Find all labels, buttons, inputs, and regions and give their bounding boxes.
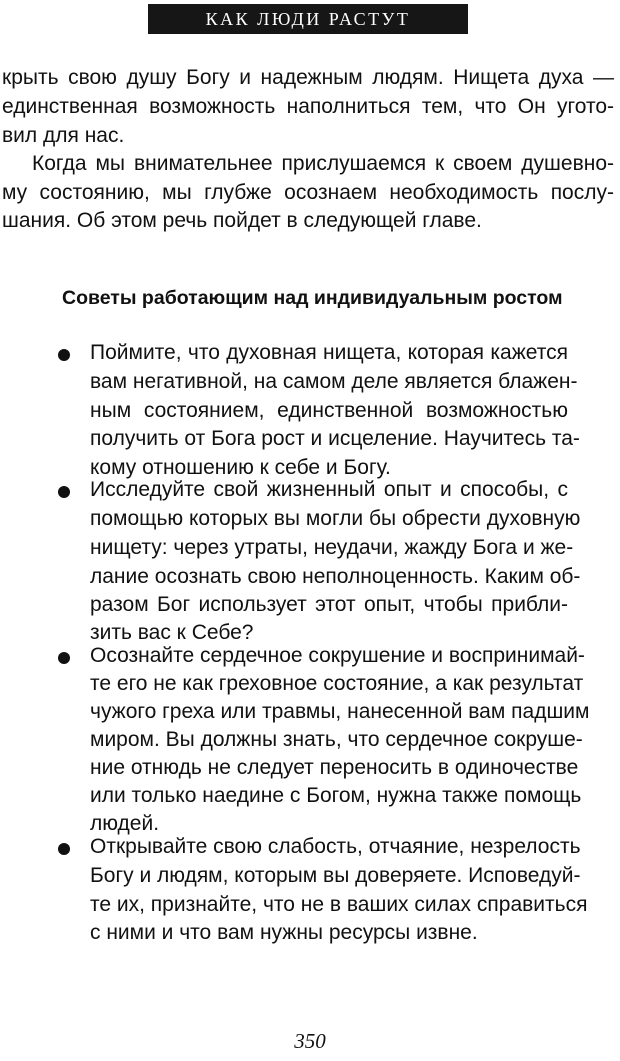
body-text-line: Когда мы внимательнее прислушаемся к своем душевно- bbox=[32, 152, 614, 175]
bullet-text-line: получить от Бога рост и исцеление. Научитесь та- bbox=[90, 427, 580, 450]
bullet-text-line: с ними и что вам нужны ресурсы извне. bbox=[90, 921, 478, 944]
bullet-text-line: лание осознать свою неполноценность. Каким об- bbox=[90, 565, 581, 588]
body-text-line: вил для нас. bbox=[2, 124, 125, 147]
bullet-text-line: зить вас к Себе? bbox=[90, 621, 254, 644]
bullet-text-line: Осознайте сердечное сокрушение и воспринимай- bbox=[90, 644, 585, 667]
bullet-dot-icon bbox=[58, 843, 70, 855]
section-heading: Советы работающим над индивидуальным ростом bbox=[62, 287, 563, 309]
bullet-text-line: те их, признайте, что не в ваших силах справиться bbox=[90, 893, 588, 916]
bullet-text-line: кому отношению к себе и Богу. bbox=[90, 456, 391, 479]
bullet-text-line: разом Бог использует этот опыт, чтобы прибли- bbox=[90, 593, 568, 616]
bullet-text-line: миром. Вы должны знать, что сердечное сокруше- bbox=[90, 728, 583, 751]
page-number: 350 bbox=[294, 1029, 326, 1053]
bullet-text-line: те его не как греховное состояние, а как результат bbox=[90, 672, 584, 695]
bullet-text-line: людей. bbox=[90, 812, 160, 835]
bullet-text-line: Исследуйте свой жизненный опыт и способы, с bbox=[90, 478, 568, 501]
bullet-text-line: Открывайте свою слабость, отчаяние, незрелость bbox=[90, 835, 581, 858]
body-text-line: му состоянию, мы глубже осознаем необходимость послу- bbox=[2, 181, 614, 204]
bullet-text-line: или только наедине с Богом, нужна также помощь bbox=[90, 784, 582, 807]
bullet-text-line: помощью которых вы могли бы обрести духовную bbox=[90, 507, 581, 530]
body-text-line: шания. Об этом речь пойдет в следующей главе. bbox=[2, 209, 482, 232]
body-text-line: крыть свою душу Богу и надежным людям. Нищета духа — bbox=[2, 66, 614, 89]
bullet-text-line: чужого греха или травмы, нанесенной вам падшим bbox=[90, 700, 590, 723]
bullet-dot-icon bbox=[58, 349, 70, 361]
bullet-text-line: Поймите, что духовная нищета, которая кажется bbox=[90, 341, 568, 364]
bullet-text-line: ние отнюдь не следует переносить в одиночестве bbox=[90, 756, 579, 779]
bullet-dot-icon bbox=[58, 652, 70, 664]
bullet-text-line: нищету: через утраты, неудачи, жажду Бога и же- bbox=[90, 536, 574, 559]
bullet-text-line: вам негативной, на самом деле является блажен- bbox=[90, 370, 578, 393]
running-header: КАК ЛЮДИ РАСТУТ bbox=[148, 4, 468, 34]
bullet-dot-icon bbox=[58, 486, 70, 498]
body-text-line: единственная возможность наполниться тем, что Он угото- bbox=[2, 95, 614, 118]
bullet-text-line: ным состоянием, единственной возможностью bbox=[90, 399, 568, 422]
bullet-text-line: Богу и людям, которым вы доверяете. Исповедуй- bbox=[90, 864, 581, 887]
